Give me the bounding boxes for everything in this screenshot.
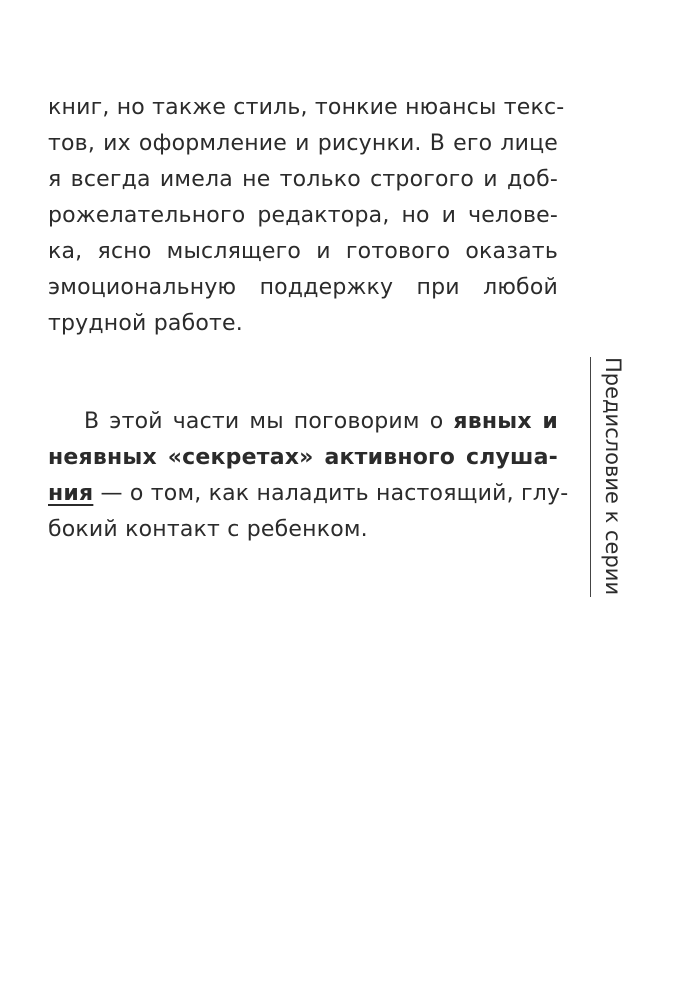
paragraph1-line: эмоциональную поддержку при любой: [48, 275, 558, 300]
paragraph2-line-3: [48, 476, 569, 512]
section-side-label: Предисловие к серии: [601, 357, 625, 596]
paragraph2-text: В этой части мы поговорим о: [84, 409, 454, 434]
paragraph1-line: ка, ясно мыслящего и готового оказать: [48, 239, 558, 264]
paragraph2-line-4: бокий контакт с ребенком.: [48, 517, 368, 542]
paragraph1-line: трудной работе.: [48, 311, 243, 336]
paragraph1-line: книг, но также стиль, тонкие нюансы текс-: [48, 95, 565, 120]
paragraph2-bold-text: явных и: [453, 409, 559, 434]
paragraph1-line: я всегда имела не только строгого и доб-: [48, 167, 558, 192]
paragraph2-line-2: неявных «секретах» активного слуша-: [48, 445, 558, 470]
side-divider: [590, 357, 591, 597]
paragraph1-line: рожелательного редактора, но и челове-: [48, 203, 558, 228]
paragraph1-line: тов, их оформление и рисунки. В его лице: [48, 131, 558, 156]
paragraph2-line-1: [48, 404, 558, 440]
paragraph2-text: — о том, как наладить настоящий, глу-: [93, 481, 569, 506]
paragraph2-bold-text: ния: [48, 481, 94, 506]
